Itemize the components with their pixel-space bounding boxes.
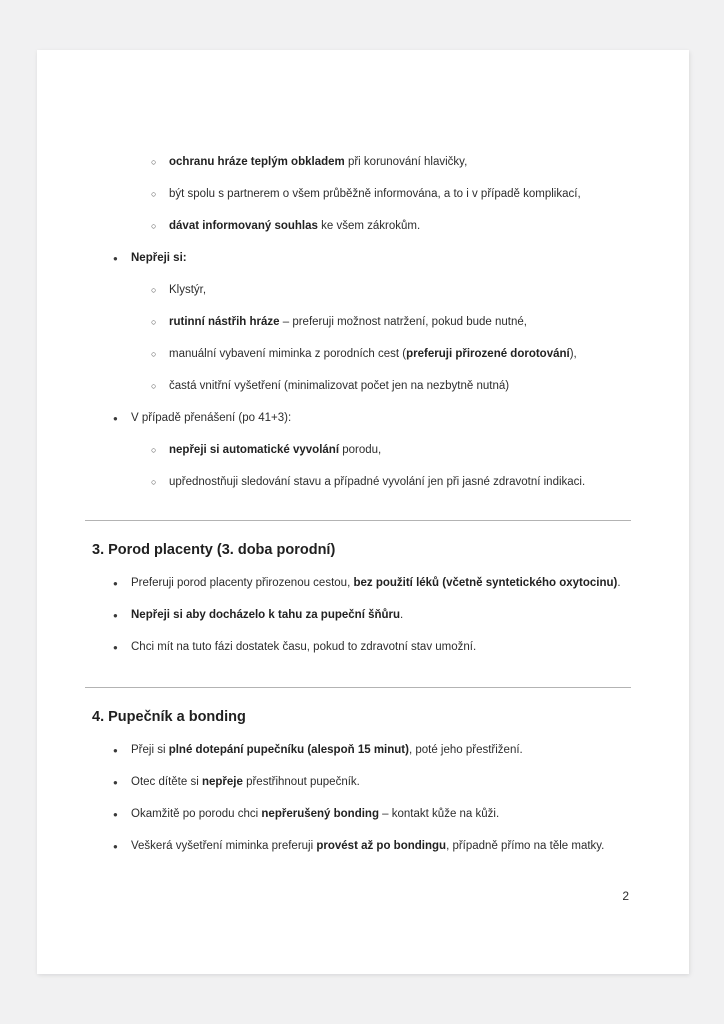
disc-bullet-icon: ● [113,778,118,787]
list-item [92,314,629,330]
list-item-text: Chci mít na tuto fázi dostatek času, pokud to zdravotní stav umožní. [131,641,477,653]
page-number: 2 [622,889,629,903]
disc-bullet-icon: ● [113,643,118,652]
list-item-text: dávat informovaný souhlas ke všem zákrokům. [169,220,421,232]
disc-bullet-icon: ● [113,414,118,423]
circle-bullet-icon: ○ [151,445,157,455]
list-item [92,806,629,822]
list-item [92,442,629,458]
section-heading-placenta: 3. Porod placenty (3. doba porodní) [92,542,336,558]
circle-bullet-icon: ○ [151,349,157,359]
document-page [37,50,689,974]
list-item [92,218,629,234]
circle-bullet-icon: ○ [151,477,157,487]
circle-bullet-icon: ○ [151,317,157,327]
list-item [92,639,629,655]
list-item [92,607,629,623]
list-item-text: Veškerá vyšetření miminka preferuji provést až po bondingu, případně přímo na těle matky. [131,840,605,852]
list-item-text: rutinní nástřih hráze – preferuji možnost natržení, pokud bude nutné, [169,316,527,328]
list-item-text: nepřeji si automatické vyvolání porodu, [169,444,382,456]
list-item [92,378,629,394]
list-item-text: Okamžitě po porodu chci nepřerušený bonding – kontakt kůže na kůži. [131,808,500,820]
list-item [92,742,629,758]
list-item-text: Přeji si plné dotepání pupečníku (alespoň 15 minut), poté jeho přestřižení. [131,744,523,756]
list-item [92,346,629,362]
list-item-text: upřednostňuji sledování stavu a případné vyvolání jen při jasné zdravotní indikaci. [169,476,586,488]
circle-bullet-icon: ○ [151,157,157,167]
section-heading-pupecnik: 4. Pupečník a bonding [92,709,246,725]
list-item [92,774,629,790]
list-item [92,186,629,202]
disc-bullet-icon: ● [113,611,118,620]
list-item-text: manuální vybavení miminka z porodních cest (preferuji přirozené dorotování), [169,348,577,360]
disc-bullet-icon: ● [113,810,118,819]
circle-bullet-icon: ○ [151,189,157,199]
disc-bullet-icon: ● [113,579,118,588]
list-item [92,838,629,854]
list-item [92,474,629,490]
list-item-text: ochranu hráze teplým obkladem při korunování hlavičky, [169,156,468,168]
list-item-text: Klystýr, [169,284,207,296]
list-item-text: Otec dítěte si nepřeje přestřihnout pupečník. [131,776,360,788]
section-divider [85,687,631,688]
list-item [92,250,629,266]
list-item-text: V případě přenášení (po 41+3): [131,412,292,424]
list-item [92,154,629,170]
list-item-text: být spolu s partnerem o všem průběžně informována, a to i v případě komplikací, [169,188,581,200]
section-divider [85,520,631,521]
list-item-text: Nepřeji si aby docházelo k tahu za pupeční šňůru. [131,609,404,621]
disc-bullet-icon: ● [113,746,118,755]
list-item [92,575,629,591]
disc-bullet-icon: ● [113,254,118,263]
list-item-text: Nepřeji si: [131,252,187,264]
circle-bullet-icon: ○ [151,381,157,391]
disc-bullet-icon: ● [113,842,118,851]
circle-bullet-icon: ○ [151,285,157,295]
page-content [37,50,689,854]
list-item-text: častá vnitřní vyšetření (minimalizovat počet jen na nezbytně nutná) [169,380,510,392]
list-item [92,282,629,298]
list-item-text: Preferuji porod placenty přirozenou cestou, bez použití léků (včetně syntetického oxytocinu). [131,577,621,589]
circle-bullet-icon: ○ [151,221,157,231]
list-item [92,410,629,426]
